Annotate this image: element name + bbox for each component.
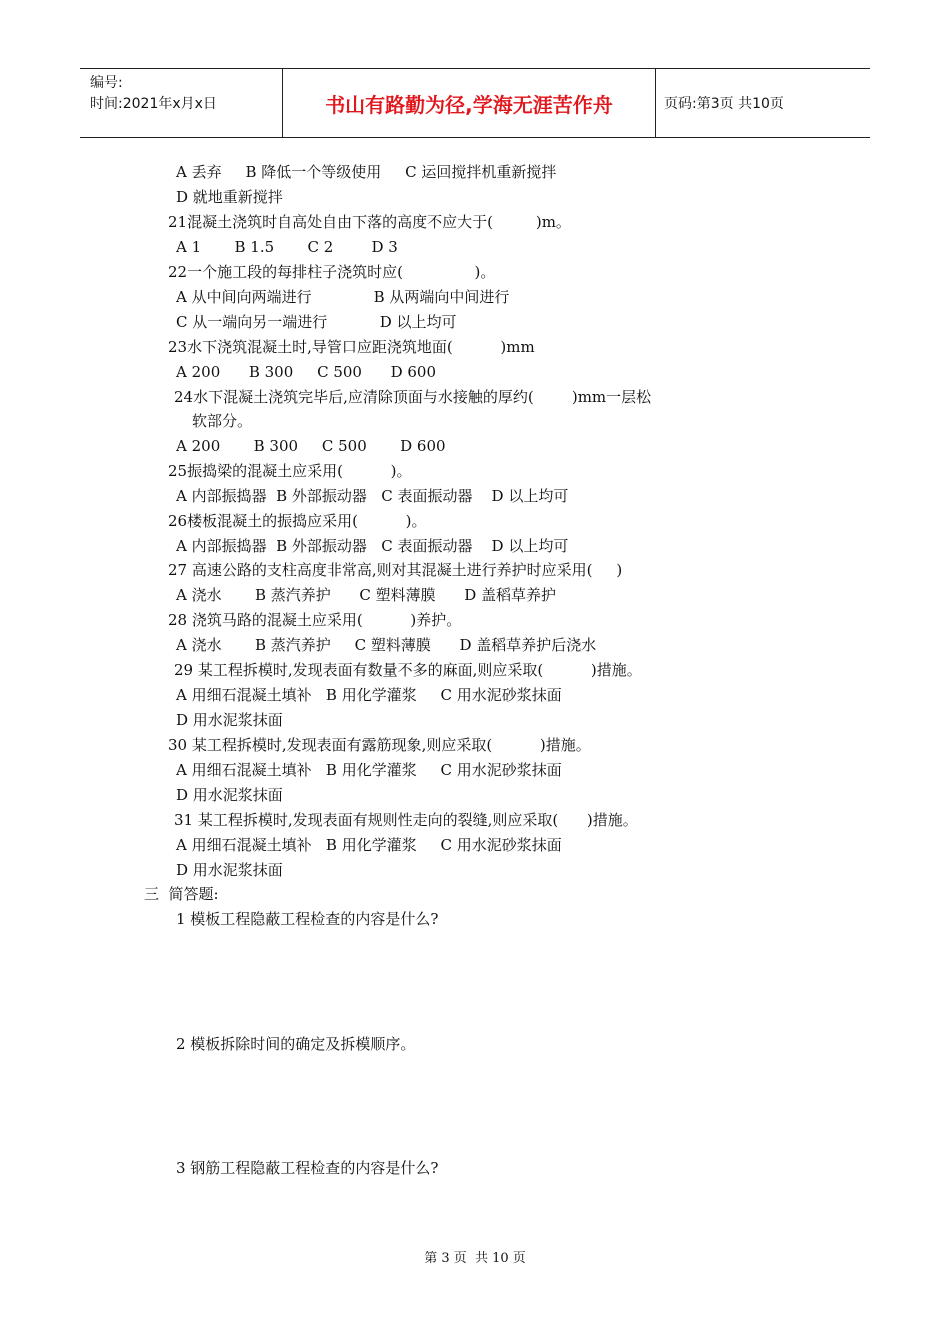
question-25: 25振捣梁的混凝土应采用( )。 bbox=[168, 462, 412, 480]
option-line: D 用水泥浆抹面 bbox=[176, 861, 283, 879]
header-motto: 书山有路勤为径,学海无涯苦作舟 bbox=[325, 92, 613, 117]
question-22: 22一个施工段的每排柱子浇筑时应( )。 bbox=[168, 263, 496, 281]
short-answer-2: 2 模板拆除时间的确定及拆模顺序。 bbox=[176, 1035, 416, 1053]
question-24-cont: 软部分。 bbox=[192, 412, 253, 430]
option-line: A 内部振捣器 B 外部振动器 C 表面振动器 D 以上均可 bbox=[176, 487, 569, 505]
option-line: D 用水泥浆抹面 bbox=[176, 786, 283, 804]
question-24: 24水下混凝土浇筑完毕后,应清除顶面与水接触的厚约( )mm一层松 bbox=[174, 388, 652, 406]
question-30: 30 某工程拆模时,发现表面有露筋现象,则应采取( )措施。 bbox=[168, 736, 591, 754]
question-31: 31 某工程拆模时,发现表面有规则性走向的裂缝,则应采取( )措施。 bbox=[174, 811, 638, 829]
option-line: A 用细石混凝土填补 B 用化学灌浆 C 用水泥砂浆抹面 bbox=[176, 686, 562, 704]
time-label: 时间:2021年x月x日 bbox=[90, 96, 217, 112]
option-line: D 就地重新搅拌 bbox=[176, 188, 283, 206]
option-line: A 1 B 1.5 C 2 D 3 bbox=[176, 238, 398, 256]
option-line: D 用水泥浆抹面 bbox=[176, 711, 283, 729]
question-21: 21混凝土浇筑时自高处自由下落的高度不应大于( )m。 bbox=[168, 213, 571, 231]
option-line: A 200 B 300 C 500 D 600 bbox=[176, 437, 446, 455]
page-header bbox=[80, 68, 870, 138]
option-line: A 用细石混凝土填补 B 用化学灌浆 C 用水泥砂浆抹面 bbox=[176, 836, 562, 854]
header-meta bbox=[90, 73, 217, 115]
number-label: 编号: bbox=[90, 75, 123, 91]
question-26: 26楼板混凝土的振捣应采用( )。 bbox=[168, 512, 427, 530]
option-line: A 丢弃 B 降低一个等级使用 C 运回搅拌机重新搅拌 bbox=[176, 163, 557, 181]
page-footer: 第 3 页 共 10 页 bbox=[424, 1251, 526, 1266]
option-line: A 浇水 B 蒸汽养护 C 塑料薄膜 D 盖稻草养护 bbox=[176, 586, 557, 604]
question-28: 28 浇筑马路的混凝土应采用( )养护。 bbox=[168, 611, 462, 629]
question-23: 23水下浇筑混凝土时,导管口应距浇筑地面( )mm bbox=[168, 338, 535, 356]
option-line: A 200 B 300 C 500 D 600 bbox=[176, 363, 437, 381]
question-29: 29 某工程拆模时,发现表面有数量不多的麻面,则应采取( )措施。 bbox=[174, 661, 642, 679]
option-line: C 从一端向另一端进行 D 以上均可 bbox=[176, 313, 457, 331]
option-line: A 浇水 B 蒸汽养护 C 塑料薄膜 D 盖稻草养护后浇水 bbox=[176, 636, 597, 654]
section-heading: 三 简答题: bbox=[144, 885, 219, 903]
short-answer-3: 3 钢筋工程隐蔽工程检查的内容是什么? bbox=[176, 1159, 439, 1177]
page-info: 页码:第3页 共10页 bbox=[664, 96, 784, 112]
option-line: A 用细石混凝土填补 B 用化学灌浆 C 用水泥砂浆抹面 bbox=[176, 761, 562, 779]
short-answer-1: 1 模板工程隐蔽工程检查的内容是什么? bbox=[176, 910, 439, 928]
question-27: 27 高速公路的支柱高度非常高,则对其混凝土进行养护时应采用( ) bbox=[168, 561, 623, 579]
option-line: A 从中间向两端进行 B 从两端向中间进行 bbox=[176, 288, 510, 306]
option-line: A 内部振捣器 B 外部振动器 C 表面振动器 D 以上均可 bbox=[176, 537, 569, 555]
